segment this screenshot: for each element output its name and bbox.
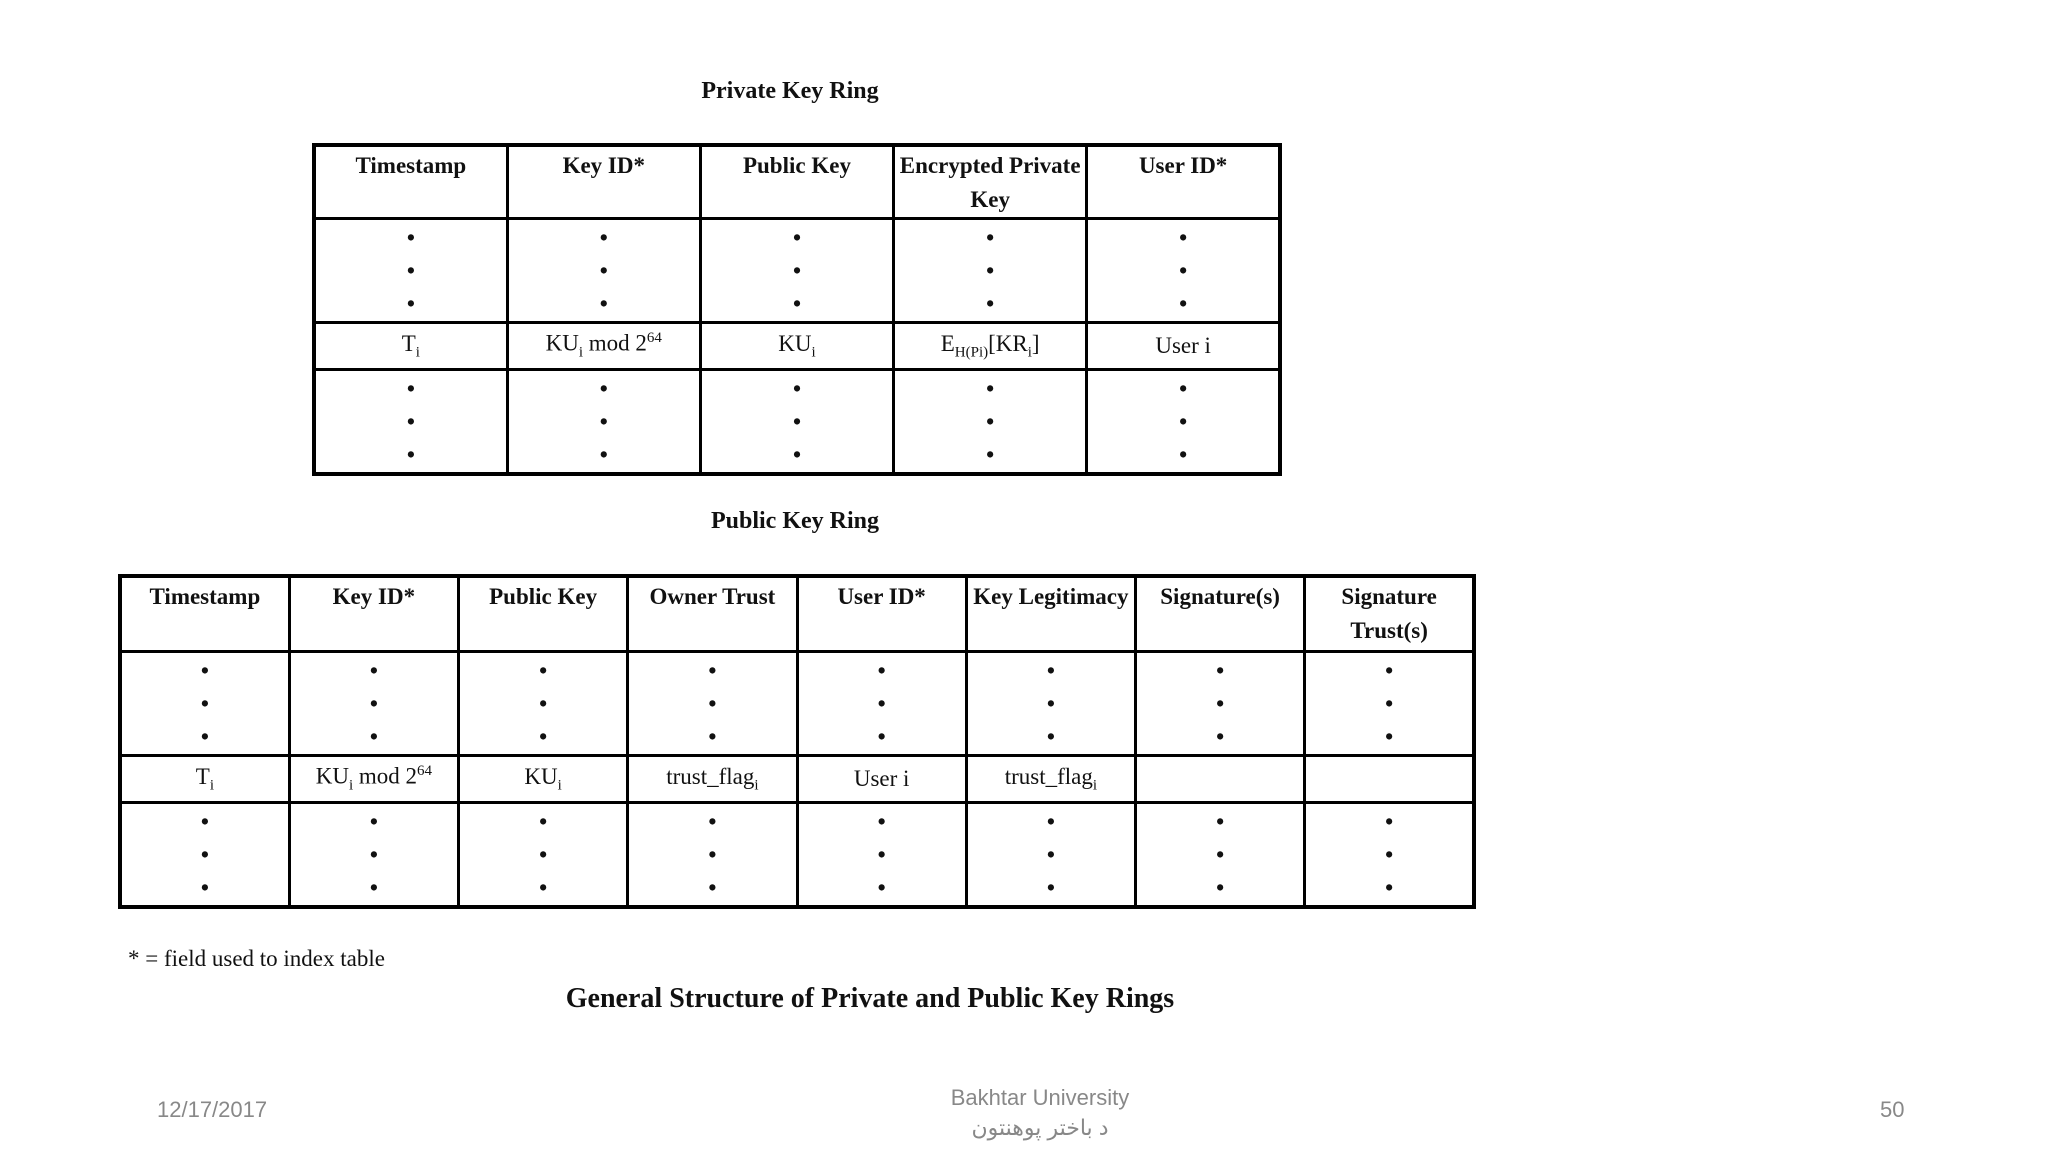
ellipsis-cell: • • • <box>314 370 507 475</box>
table-row <box>314 370 1280 475</box>
cell-user-id: User i <box>1087 323 1280 370</box>
ellipsis-cell: • • • <box>289 652 458 756</box>
table-row <box>120 652 1474 756</box>
ellipsis-cell: • • • <box>966 803 1135 908</box>
cell-public-key: $KU_i$ <box>459 756 628 803</box>
ellipsis-cell: • • • <box>1136 652 1305 756</box>
footer-date: 12/17/2017 <box>157 1097 268 1122</box>
ellipsis-cell: • • • <box>459 652 628 756</box>
table-row <box>314 219 1280 323</box>
ellipsis-cell: • • • <box>120 652 289 756</box>
ellipsis-cell: • • • <box>1305 803 1474 908</box>
table-header-row <box>120 576 1474 652</box>
ellipsis-cell: • • • <box>1136 803 1305 908</box>
table-row <box>120 756 1474 803</box>
cell-encrypted-private-key: $E_{H(Pi)}[KR_i]$ <box>894 323 1087 370</box>
footer-org-pashto: د باختر پوهنتون <box>971 1115 1109 1140</box>
cell-public-key: $KU_i$ <box>700 323 893 370</box>
public-key-ring-title: Public Key Ring <box>710 508 879 534</box>
ellipsis-cell: • • • <box>507 219 700 323</box>
table-row <box>314 323 1280 370</box>
private-key-ring-table <box>312 143 1282 476</box>
cell-user-id: User i <box>797 756 966 803</box>
ellipsis-cell: • • • <box>1087 219 1280 323</box>
cell-key-id: $KU_i$ mod $2^{64}$ <box>507 323 700 370</box>
ellipsis-cell: • • • <box>314 219 507 323</box>
ellipsis-cell: • • • <box>459 803 628 908</box>
ellipsis-cell: • • • <box>700 219 893 323</box>
public-key-ring-table <box>118 574 1476 909</box>
cell-signatures <box>1136 756 1305 803</box>
ellipsis-cell: • • • <box>289 803 458 908</box>
header-signatures: Signature(s) <box>1136 576 1305 652</box>
header-public-key: Public Key <box>459 576 628 652</box>
cell-owner-trust: trust_flag$_i$ <box>628 756 797 803</box>
header-owner-trust: Owner Trust <box>628 576 797 652</box>
header-signature-trusts: Signature Trust(s) <box>1305 576 1474 652</box>
cell-timestamp: $T_i$ <box>120 756 289 803</box>
ellipsis-cell: • • • <box>1087 370 1280 475</box>
ellipsis-cell: • • • <box>700 370 893 475</box>
cell-key-legitimacy: trust_flag$_i$ <box>966 756 1135 803</box>
header-key-id: Key ID* <box>289 576 458 652</box>
private-key-ring-title: Private Key Ring <box>701 78 879 104</box>
ellipsis-cell: • • • <box>628 652 797 756</box>
ellipsis-cell: • • • <box>894 370 1087 475</box>
footer-organization <box>840 1083 1240 1143</box>
cell-timestamp: $T_i$ <box>314 323 507 370</box>
footer-org-english: Bakhtar University <box>950 1085 1130 1110</box>
header-encrypted-private-key: Encrypted Private Key <box>894 145 1087 219</box>
ellipsis-cell: • • • <box>894 219 1087 323</box>
ellipsis-cell: • • • <box>966 652 1135 756</box>
ellipsis-cell: • • • <box>797 652 966 756</box>
ellipsis-cell: • • • <box>628 803 797 908</box>
ellipsis-cell: • • • <box>1305 652 1474 756</box>
header-user-id: User ID* <box>797 576 966 652</box>
header-key-id: Key ID* <box>507 145 700 219</box>
header-user-id: User ID* <box>1087 145 1280 219</box>
figure-caption: General Structure of Private and Public Key Rings <box>565 983 1175 1014</box>
table-header-row <box>314 145 1280 219</box>
ellipsis-cell: • • • <box>507 370 700 475</box>
header-public-key: Public Key <box>700 145 893 219</box>
table-row <box>120 803 1474 908</box>
header-timestamp: Timestamp <box>314 145 507 219</box>
header-key-legitimacy: Key Legitimacy <box>966 576 1135 652</box>
ellipsis-cell: • • • <box>120 803 289 908</box>
ellipsis-cell: • • • <box>797 803 966 908</box>
cell-signature-trusts <box>1305 756 1474 803</box>
footnote: * = field used to index table <box>128 946 385 971</box>
cell-key-id: $KU_i$ mod $2^{64}$ <box>289 756 458 803</box>
header-timestamp: Timestamp <box>120 576 289 652</box>
slide-number: 50 <box>1880 1097 1905 1122</box>
